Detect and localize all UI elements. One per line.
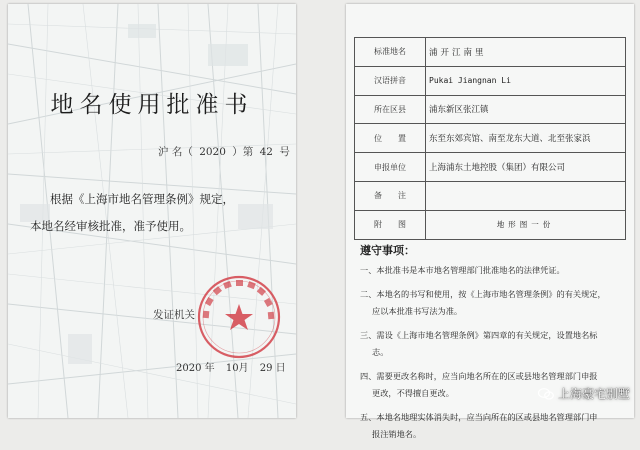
row-key: 标准地名 [355, 38, 426, 67]
row-key: 备 注 [355, 181, 426, 210]
official-seal-stamp [196, 274, 282, 360]
table-row [355, 153, 626, 182]
document-number: 沪 名（ 2020 ）第 42 号 [158, 146, 290, 158]
table-row [355, 38, 626, 67]
rules-list [360, 262, 628, 450]
table-row [355, 210, 626, 239]
place-name-details-table [354, 37, 626, 240]
row-value-attachment: 地形图一份 [426, 210, 626, 239]
row-value-location: 东至东郊宾馆、南至龙东大道、北至张家浜 [426, 124, 626, 153]
list-item: 五、本地名地理实体消失时，应当向所在的区或县地名管理部门申 报注销地名。 [360, 412, 598, 439]
watermark: 上海豪宅别墅 [538, 385, 630, 402]
row-value-district: 浦东新区张江镇 [426, 95, 626, 124]
body-line-2: 本地名经审核批准，准予使用。 [30, 219, 191, 233]
issue-date: 2020 年 10月 29 日 [176, 363, 286, 374]
approval-certificate [8, 4, 296, 418]
table-row [355, 95, 626, 124]
row-value-standard-name: 浦开江南里 [426, 38, 626, 67]
list-item: 四、需要更改名称时，应当向地名所在的区或县地名管理部门申报 更改，不得擅自更改。 [360, 371, 598, 398]
body-line-1: 根据《上海市地名管理条例》规定， [50, 192, 234, 206]
details-sheet [346, 4, 634, 439]
issuer-label: 发证机关 [153, 309, 195, 321]
row-key: 附 图 [355, 210, 426, 239]
row-key: 位 置 [355, 124, 426, 153]
row-key: 汉语拼音 [355, 66, 426, 95]
row-value-applicant: 上海浦东土地控股（集团）有限公司 [426, 153, 626, 182]
row-key: 申报单位 [355, 153, 426, 182]
row-value-remarks [426, 181, 626, 210]
list-item: 二、本地名的书写和使用，按《上海市地名管理条例》的有关规定， 应以本批准书写法为准。 [360, 289, 606, 316]
list-item: 三、需设《上海市地名管理条例》第四章的有关规定，设置地名标 志。 [360, 330, 598, 357]
certificate-body [30, 186, 280, 240]
list-item: 一、本批准书是本市地名管理部门批准地名的法律凭证。 [360, 265, 565, 275]
certificate-title: 地名使用批准书 [50, 92, 254, 118]
rules-title: 遵守事项： [360, 244, 415, 257]
row-key: 所在区县 [355, 95, 426, 124]
table-row [355, 124, 626, 153]
table-row [355, 66, 626, 95]
chat-bubble-icon [538, 388, 554, 400]
row-value-pinyin: Pukai Jiangnan Li [426, 66, 626, 95]
table-row [355, 181, 626, 210]
